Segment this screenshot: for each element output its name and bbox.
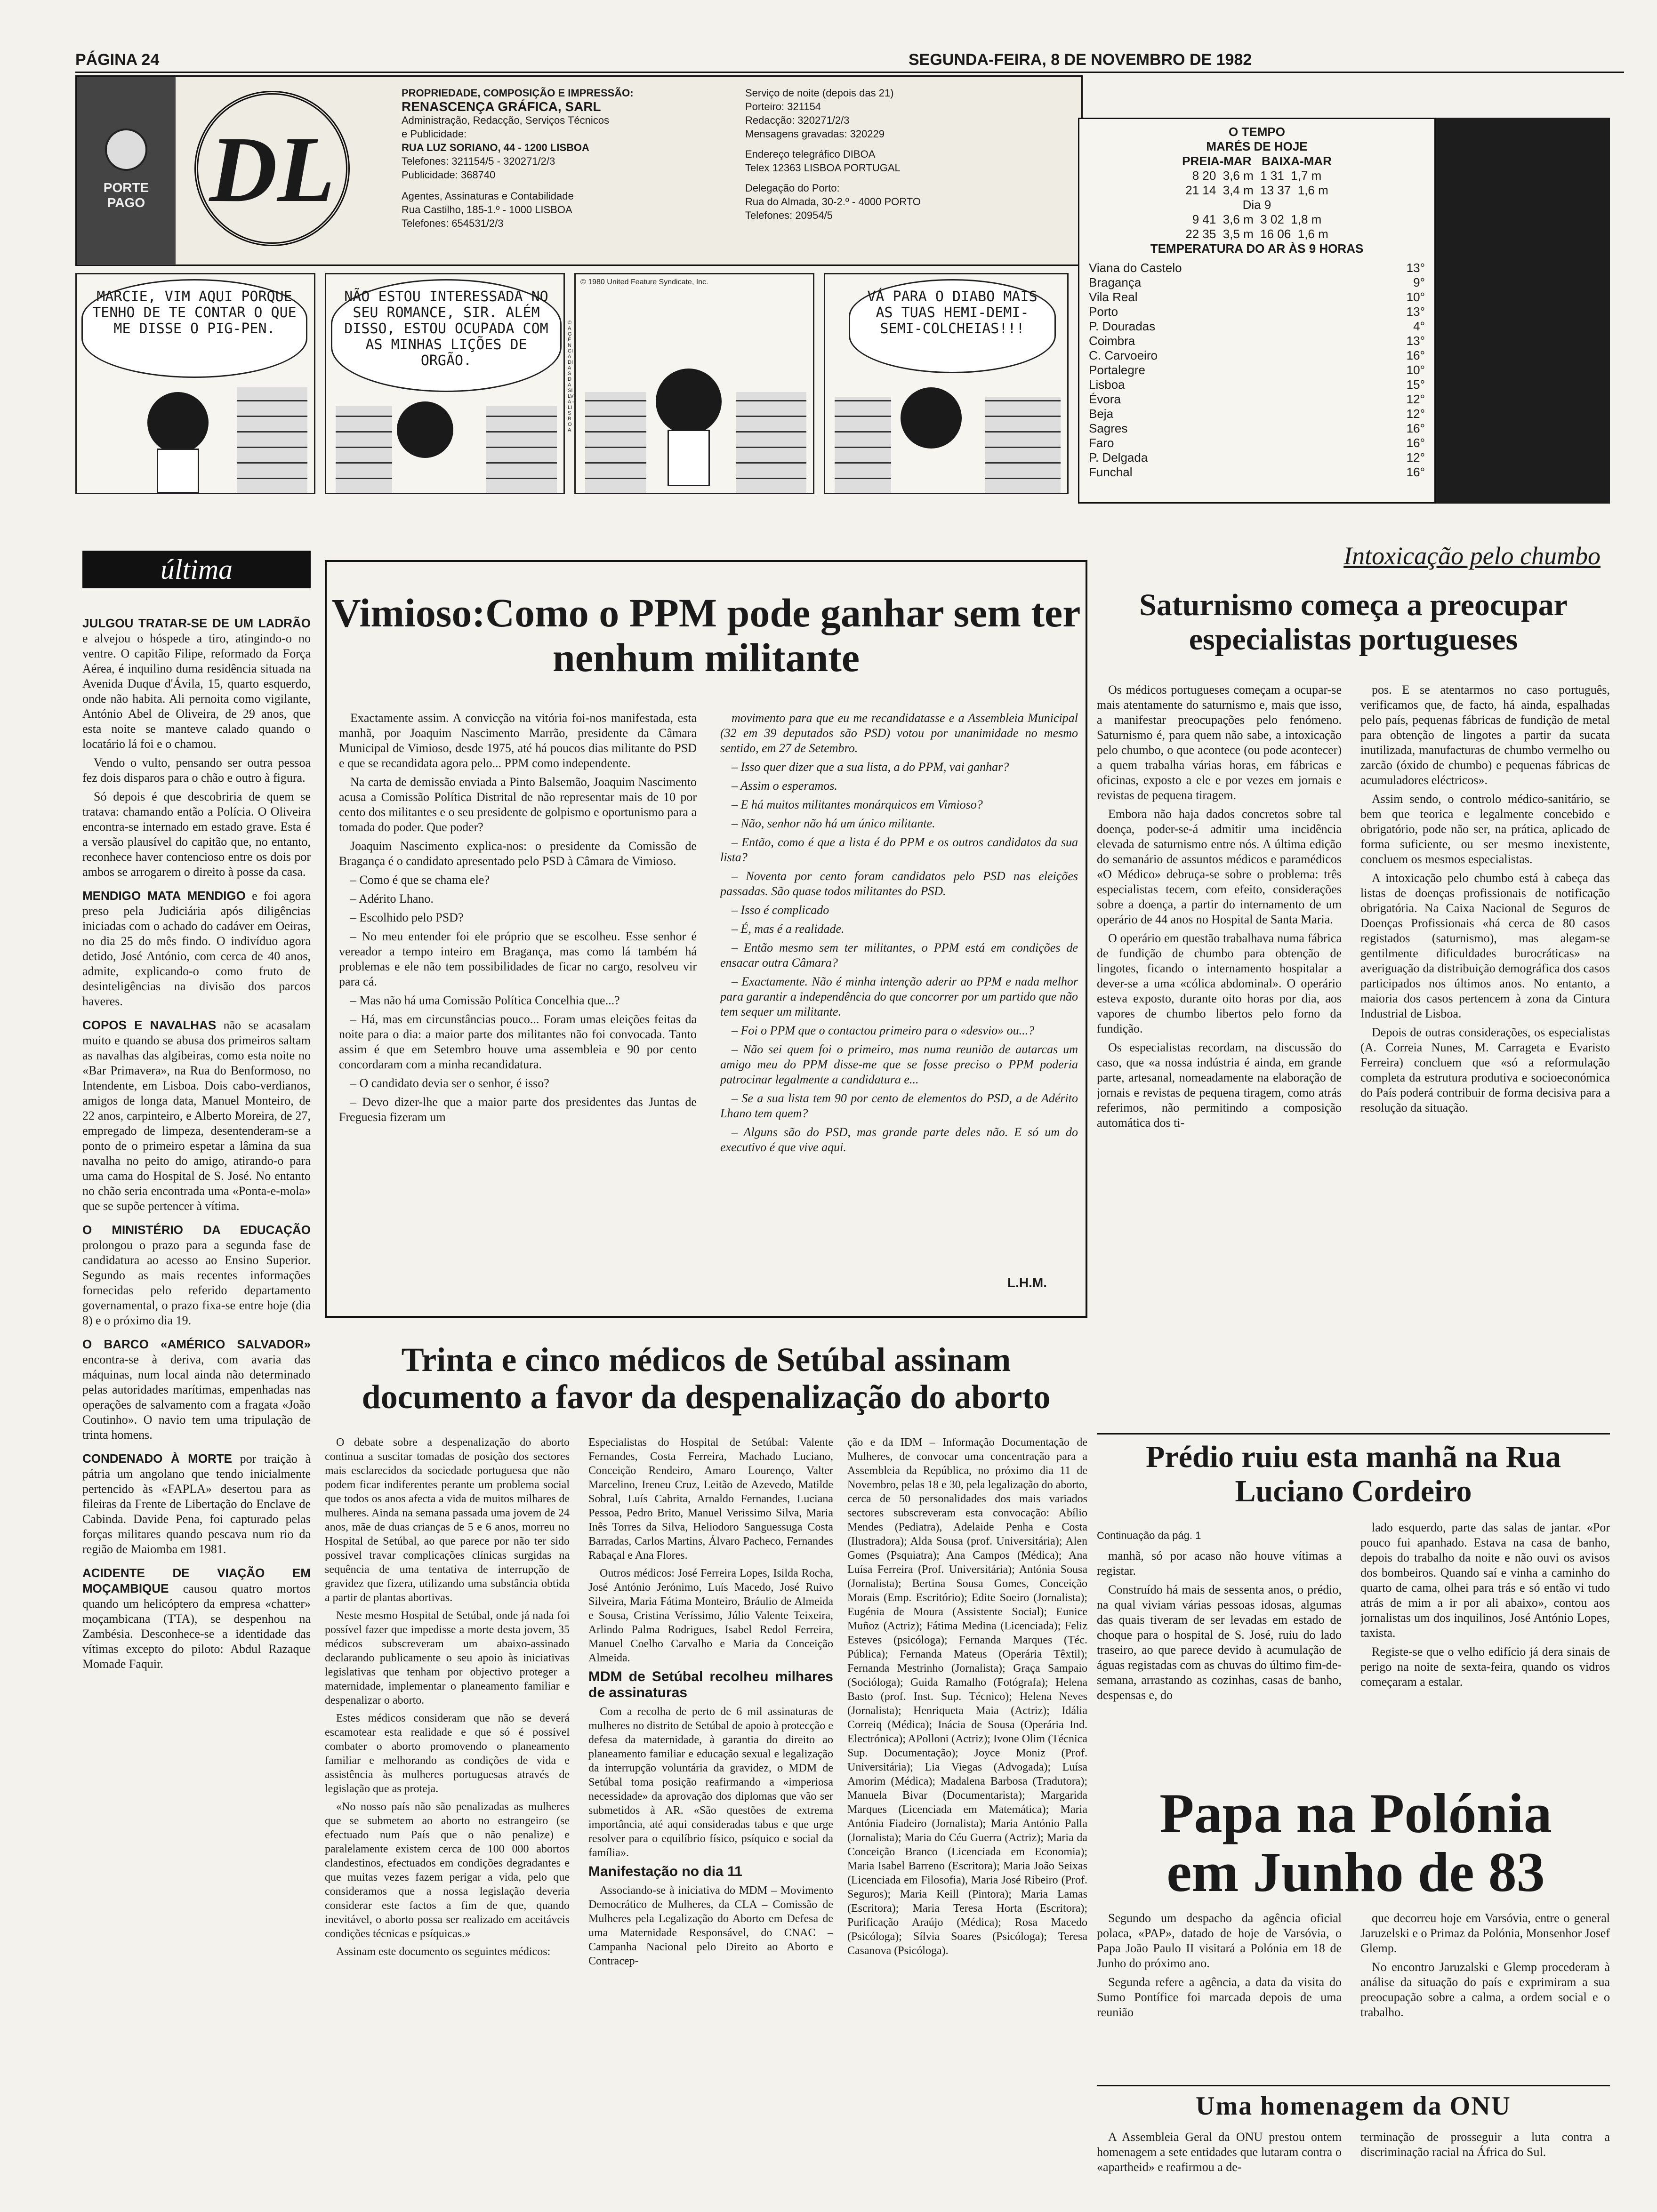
paragraph: – Assim o esperamos. — [732, 779, 837, 793]
city-temp-row — [1089, 436, 1425, 450]
city-name: Viana do Castelo — [1089, 261, 1182, 275]
papa-col-1 — [1097, 1911, 1342, 2085]
brief-text: por traição à pátria um angolano que tendo inicialmente pertencido às «FAPLA» desertou para as fileiras da Frente de Libertação do Enclave de Cabinda. Davide Pena, foi capturado pelas forças militares quando pescava num rio da região de Maiomba em 1981. — [82, 1452, 311, 1556]
onu-col-1 — [1097, 2130, 1342, 2196]
tide-row: 8 20 3,6 m 1 31 1,7 m — [1192, 168, 1322, 183]
brief-lead: ACIDENTE DE VIAÇÃO EM MOÇAMBIQUE — [82, 1566, 311, 1595]
tide-row: Dia 9 — [1242, 198, 1271, 212]
brief-text: e foi agora preso pela Judiciária após diligências iniciadas com o achado do cadáver em Oeiras, no dia 25 do mês findo. O indivíduo agora detido, José António, com cerca de 40 anos, admite, explicando-o como fruto de desinteligências na divisão dos parcos haveres. — [82, 889, 311, 1008]
city-temp: 16° — [1406, 421, 1425, 435]
city-temp-row — [1089, 334, 1425, 348]
brief-lead: MENDIGO MATA MENDIGO — [82, 889, 246, 903]
paragraph: Assim sendo, o controlo médico-sanitário, se bem que teorica e legalmente concebido e obrigatório, pode não ser, na prática, aplicado de forma suficiente, ou ser mesmo inexistente, concluem os mesmos especialistas. — [1360, 792, 1610, 866]
vimioso-title: Vimioso:Como o PPM pode ganhar sem ter nenhum militante — [331, 590, 1081, 680]
comic-copyright: © 1980 United Feature Syndicate, Inc. — [580, 278, 708, 286]
fence-icon — [736, 392, 806, 493]
news-brief — [82, 755, 311, 785]
svc-line: Endereço telegráfico DIBOA — [745, 148, 876, 160]
news-brief — [82, 1565, 311, 1672]
paragraph: que decorreu hoje em Varsóvia, entre o general Jaruzelski e o Primaz da Polónia, Monsenhor Josef Glemp. — [1360, 1911, 1610, 1955]
speech-bubble-2: NÃO ESTOU INTERESSADA NO SEU ROMANCE, SIR. ALÉM DISSO, ESTOU OCUPADA COM AS MINHAS LIÇÕES DE ORGÃO. — [331, 279, 562, 392]
news-brief — [82, 1337, 311, 1443]
paragraph: – Devo dizer-lhe que a maior parte dos presidentes das Juntas de Freguesia fizeram um — [339, 1095, 697, 1124]
paragraph: – Isso é complicado — [732, 903, 829, 917]
fence-icon — [985, 397, 1061, 493]
character-body-icon — [157, 449, 199, 493]
city-temp: 15° — [1406, 377, 1425, 392]
predio-title: Prédio ruiu esta manhã na Rua Luciano Cordeiro — [1146, 1440, 1561, 1508]
paragraph: lado esquerdo, parte das salas de jantar. «Por pouco fui apanhado. Estava na casa de banho, depois do trabalho da noite e não ouvi os avisos dos bombeiros. Quando saí e vinha a caminho do quarto de cama, olhei para trás e só então vi tudo atrás de mim a ir por ali abaixo», contou aos jornalistas um dos inquilinos, José António Lopes, taxista. — [1360, 1521, 1610, 1640]
svc-line: Delegação do Porto: — [745, 182, 840, 194]
city-list — [1089, 261, 1425, 480]
city-temp: 12° — [1406, 450, 1425, 465]
own-line: Administração, Redacção, Serviços Técnicos — [402, 114, 610, 126]
paragraph: – Como é que se chama ele? — [350, 873, 490, 887]
predio-col-1 — [1097, 1548, 1342, 1774]
city-temp: 9° — [1413, 275, 1425, 289]
manif-text: Associando-se à iniciativa do MDM – Movimento Democrático de Mulheres, da CLA – Comissão de Mulheres pela Legalização do Aborto em Defesa de uma Maternidade Responsável, do CNAC – Campanha Nacional pelo Direito ao Aborto e Contracep- — [588, 1884, 833, 1967]
city-name: Faro — [1089, 436, 1114, 450]
fence-icon — [237, 387, 307, 493]
own-line: Agentes, Assinaturas e Contabilidade — [402, 190, 574, 202]
character-body-icon — [668, 430, 710, 486]
weather-box — [1078, 118, 1436, 504]
paragraph: – Mas não há uma Comissão Política Concelhia que...? — [350, 994, 620, 1007]
city-name: Portalegre — [1089, 363, 1145, 377]
city-temp-row — [1089, 305, 1425, 319]
city-name: Porto — [1089, 305, 1118, 319]
mdm-title: MDM de Setúbal recolheu milhares de assinaturas — [588, 1669, 833, 1700]
city-temp-row — [1089, 450, 1425, 465]
saturnismo-col-2 — [1360, 682, 1610, 1426]
own-line: RUA LUZ SORIANO, 44 - 1200 LISBOA — [402, 142, 589, 153]
paragraph: Embora não haja dados concretos sobre tal doença, poder-se-á admitir uma incidência elevada de saturnismo entre nós. A última edição do semanário de assuntos médicos e paramédicos «O Médico» debruça-se sobre o problema: três especialistas tecem, com efeito, considerações sobre a doença, a partir do internamento de um operário de 44 anos no Hospital de Santa Maria. — [1097, 807, 1342, 926]
own-line: Telefones: 654531/2/3 — [402, 217, 504, 229]
brief-lead: CONDENADO À MORTE — [82, 1451, 232, 1466]
city-name: Vila Real — [1089, 290, 1138, 304]
page-number: PÁGINA 24 — [75, 51, 160, 69]
news-brief — [82, 1451, 311, 1557]
tide-row: 22 35 3,5 m 16 06 1,6 m — [1185, 227, 1328, 241]
logo: DL — [194, 91, 350, 246]
paragraph: O operário em questão trabalhava numa fábrica de fundição de chumbo para obtenção de lingotes, ficando o internamento hospitalar a dever-se a uma «cólica abdominal». O operário esteva exposto, durante oito horas por dia, aos vapores de chumbo libertos pelo forno da fundição. — [1097, 931, 1342, 1035]
svc-line: Telefones: 20954/5 — [745, 209, 833, 221]
svc-line: Porteiro: 321154 — [745, 101, 821, 112]
news-brief — [82, 888, 311, 1009]
tides-title: MARÉS DE HOJE — [1206, 139, 1308, 153]
paragraph: O debate sobre a despenalização do aborto continua a suscitar tomadas de posição dos sectores mais esclarecidos da sociedade portuguesa que não podem ficar indiferentes perante um problema social que todos os anos afecta a vida de muitos milhares de mulheres. Ainda na semana passada uma jovem de 24 anos, mãe de duas crianças de 5 e 6 anos, morreu no Hospital de Setúbal, ao que parece por não ter sido possível travar complicações clínicas surgidas na sequência de uma tentativa de interrupção de gravidez que fizera, utilizando uma substância obtida a partir de plantas abortivas. — [325, 1436, 570, 1604]
onu-rule — [1097, 2085, 1610, 2086]
character-icon — [147, 392, 209, 453]
vimioso-signature: L.H.M. — [1007, 1275, 1047, 1290]
city-temp-row — [1089, 348, 1425, 363]
paragraph: No encontro Jaruzalski e Glemp procederam à análise da situação do país e exprimiram a sua preocupação sobre a calma, a ordem social e o trabalho. — [1360, 1960, 1610, 2019]
weather-title: O TEMPO — [1229, 125, 1285, 139]
city-temp: 10° — [1406, 363, 1425, 377]
city-temp-row — [1089, 421, 1425, 436]
paragraph: – Isso quer dizer que a sua lista, a do PPM, vai ganhar? — [732, 760, 1009, 774]
papa-col-2 — [1360, 1911, 1610, 2085]
fence-icon — [336, 406, 392, 493]
city-name: Beja — [1089, 407, 1114, 421]
brief-lead: JULGOU TRATAR-SE DE UM LADRÃO — [82, 616, 311, 630]
paragraph: Os médicos portugueses começam a ocupar-se mais atentamente do saturnismo e, mais que isso, a manifestar preocupações pelo fenómeno. Saturnismo é, para quem não sabe, a intoxicação pelo chumbo, o que acontece (ou pode acontecer) a quem trabalha várias horas, em fábricas e oficinas, exposto a ele e por vezes em jornais e revistas de pequena tiragem. — [1097, 683, 1342, 802]
hospital-list: Especialistas do Hospital de Setúbal: Valente Fernandes, Costa Ferreira, Machado Luciano, Conceição Rendeiro, Amaro Lourenço, Valter Marcelino, Ireneu Cruz, Leitão de Azevedo, Matilde Sobral, Luís Cabrita, Arnaldo Fernandes, Luciana Pessoa, Pedro Brito, Manuel Verissimo Silva, Maria Inês Torres da Silva, Heliodoro Sanguessuga Costa Barradas, Carlos Martins, Álvaro Pacheco, Fernandes Rabaçal e Ana Flores. — [588, 1436, 833, 1562]
city-temp: 13° — [1406, 261, 1425, 275]
predio-col-2 — [1360, 1520, 1610, 1774]
paragraph: Neste mesmo Hospital de Setúbal, onde já nada foi possível fazer que impedisse a morte desta jovem, 35 médicos subscreveram um abaixo-assinado declarando publicamente o seu apoio às iniciativas legislativas que tenham por objectivo proteger a maternidade, implementar o planeamento familiar e despenalizar o aborto. — [325, 1610, 570, 1707]
brief-text: Vendo o vulto, pensando ser outra pessoa fez dois disparos para o chão e outro à figura. — [82, 756, 311, 785]
city-temp-row — [1089, 363, 1425, 377]
paragraph: Depois de outras considerações, os especialistas (A. Correia Nunes, M. Carrageta e Evaristo Ferreira) concluem que «só a reformulação completa da estrutura produtiva e socioeconómica do País poderá contribuir de forma decisiva para a resolução da situação. — [1360, 1026, 1610, 1114]
onu-title: Uma homenagem da ONU — [1196, 2092, 1511, 2121]
brief-text: Só depois é que descobriria de quem se tratava: chamando então a Polícia. O Oliveira encontra-se internado em estado grave. Esta é a versão plausível do capitão que, no entanto, reconhece haver contencioso entre os dois por ambos se arrogarem o direito à posse da casa. — [82, 790, 311, 879]
brief-text: não se acasalam muito e quando se abusa dos primeiros saltam as navalhas das algibeiras, como esta noite no «Bar Primavera», na Rua do Benformoso, no Intendente, em Lisboa. Dois cabo-verdianos, amigos de longa data, Manuel Monteiro, de 22 anos, carpinteiro, e Alberto Moreira, de 27, empregado de limpeza, desentenderam-se a ponto de o primeiro espetar a lâmina da sua navalha no peito do amigo, atirando-o para uma cama do Hospital de S. José. No entanto no chão seria encontrada uma «Ponta-e-mola» que se supõe pertencer à vítima. — [82, 1018, 311, 1213]
news-brief — [82, 789, 311, 880]
paragraph: Exactamente assim. A convicção na vitória foi-nos manifestada, esta manhã, por Joaquim Nascimento Marrão, presidente da Câmara Municipal de Vimioso, desde 1975, até há poucos dias militante do PSD e que se recandidata agora pelo... PPM como independente. — [339, 711, 697, 770]
paragraph: – Não sei quem foi o primeiro, mas numa reunião de autarcas um amigo meu do PPM disse-me que se fosse preciso o PPM poderia patrocinar legalmente a candidatura e... — [720, 1042, 1078, 1086]
comic-panel-3 — [574, 273, 814, 494]
own-line: Telefones: 321154/5 - 320271/2/3 — [402, 155, 555, 167]
svc-line: Redacção: 320271/2/3 — [745, 114, 850, 126]
signatories: ção e da IDM – Informação Documentação de Mulheres, de convocar uma concentração para a Assembleia da República, no próximo dia 11 de Novembro, pelas 18 e 30, pela legalização do aborto, cerca de 50 personalidades dos mais variados sectores subscreveram esta convocação: Abílio Mendes (Pediatra), Adelaide Penha e Costa (Ilustradora); Alda Sousa (prof. Universitária); Alen Gomes (Psquiatra); Ana Campos (Médica); Ana Luísa Ferreira (Prof. Universitária); Antónia Sousa (Jornalista); Bertina Sousa Gomes, Conceição Morais (Emp. Escritório); Edite Soeiro (Jornalista); Eugénia de Moura (Assistente Social); Eunice Muñoz (Actriz); Fátima Medina (Licenciada); Feliz Esteves (psicóloga); Fernanda Marques (Téc. Pública); Fernanda Mateus (Operária Têxtil); Fernanda Mestrinho (Jornalista); Graça Sampaio (Socióloga); Guida Ramalho (Fotógrafa); Helena Basto (prof. Inst. Sup. Técnico); Helena Neves (Jornalista); Henriqueta Maia (Actriz); Idália Correiq (Médica); Inácia de Sousa (Operária Ind. Electrónica); APolloni (Actriz); Ivone Olim (Técnica Sup. Documentação); Joyce Moniz (Prof. Universitária); Lia Viegas (Advogada); Luísa Amorim (Médica); Madalena Barbosa (Tradutora); Manuela Bivar (Documentarista); Margarida Marques (Licenciada em Matemática); Maria Antónia Fiadeiro (Jornalista); Maria António Palla (Jornalista); Maria do Céu Guerra (Actriz); Maria da Conceição Branco (Licenciada em Economia); Maria Isabel Barreno (Escritora); Maria João Seixas (Licenciada em Filosofia), Maria José Ribeiro (Prof. Seguros); Maria Keill (Pintora); Maria Lamas (Escritora); Maria Teresa Horta (Escritora); Purificação Araújo (Médica); Rosa Macedo (Psicóloga); Sílvia Soares (Psicóloga); Teresa Casanova (Psicóloga). — [847, 1436, 1087, 1957]
brief-text: causou quatro mortos quando um helicóptero da empresa «chatter» moçambicana (TTA), se despenhou na Zambésia. Desconhece-se a identidade das vítimas excepto do piloto: Abdul Razaque Momade Faquir. — [82, 1582, 311, 1671]
paragraph: Construído há mais de sessenta anos, o prédio, na qual viviam várias pessoas idosas, algumas das quais tiveram de ser levadas em estado de choque para o hospital de S. José, ruiu do lado traseiro, ao que parece devido à acumulação de águas registadas com as chuvas do último fim-de-semana, arrastando as cozinhas, casas de banho, despensas e, do — [1097, 1583, 1342, 1702]
paragraph: – Então mesmo sem ter militantes, o PPM está em condições de ensacar outra Câmara? — [720, 941, 1078, 970]
svc-line: Telex 12363 LISBOA PORTUGAL — [745, 162, 901, 174]
speech-bubble-4: VÁ PARA O DIABO MAIS AS TUAS HEMI-DEMI-SEMI-COLCHEIAS!!! — [849, 279, 1056, 373]
tides-cols: PREIA-MAR BAIXA-MAR — [1182, 154, 1332, 168]
manif-title: Manifestação no dia 11 — [588, 1864, 742, 1879]
paragraph: – Foi o PPM que o contactou primeiro para o «desvio» ou...? — [732, 1024, 1035, 1037]
page-date: SEGUNDA-FEIRA, 8 DE NOVEMBRO DE 1982 — [909, 51, 1252, 69]
header-rule — [75, 72, 1624, 73]
paragraph: – Exactamente. Não é minha intenção aderir ao PPM e nada melhor para garantir a independência do que concorrer por um partido que não tem sequer um militante. — [720, 975, 1078, 1018]
news-brief — [82, 616, 311, 752]
svc-line: Mensagens gravadas: 320229 — [745, 128, 885, 140]
crest-icon — [105, 128, 147, 171]
vimioso-col-1 — [339, 711, 697, 1299]
city-name: Bragança — [1089, 275, 1142, 289]
setubal-col-3 — [847, 1435, 1087, 2188]
paragraph: – Noventa por cento foram candidatos pelo PSD nas eleições passadas. São quase todos militantes do PSD. — [720, 869, 1078, 898]
brief-text: e alvejou o hóspede a tiro, atingindo-o no ventre. O capitão Filipe, reformado da Força Aérea, é inquilino duma residência situada na Avenida Duque d'Ávila, 15, quarto esquerdo, onde não habita. Ali pernoita como vigilante, António Abel de Oliveira, de 29 anos, que esta noite se manteve calado quando o locatário lá foi e o chamou. — [82, 632, 311, 751]
brief-text: prolongou o prazo para a segunda fase de candidatura ao acesso ao Ensino Superior. Segundo as mais recentes informações fornecidas pelo referido departamento governamental, o prazo fixa-se entre hoje (dia 8) e o próximo dia 19. — [82, 1238, 311, 1327]
paragraph: pos. E se atentarmos no caso português, verificamos que, de facto, há ainda, espalhadas pelo país, pequenas fábricas de fundição de metal para obtenção de lingotes a partir da sucata inutilizada, manufacturas de chumbo vermelho ou zarcão (óxido de chumbo) e pequenas fábricas de acumuladores eléctricos». — [1360, 683, 1610, 787]
city-name: Évora — [1089, 392, 1121, 406]
own-line: Publicidade: 368740 — [402, 169, 496, 181]
paragraph: Joaquim Nascimento explica-nos: o presidente da Comissão de Bragança é o candidato apresentado pelo PSD à Câmara de Vimioso. — [339, 839, 697, 868]
fence-icon — [835, 397, 891, 493]
paragraph: – No meu entender foi ele próprio que se escolheu. Esse senhor é vereador a tempo inteiro em Bragança, mas como lá também há problemas e ele não tem possibilidades de ficar no cargo, resolveu vir para cá. — [339, 930, 697, 988]
saturnismo-kicker: Intoxicação pelo chumbo — [1343, 542, 1601, 570]
city-temp-row — [1089, 261, 1425, 275]
paragraph: movimento para que eu me recandidatasse e a Assembleia Municipal (32 em 39 deputados são PSD) votou por unanimidade no mesmo sentido, em 27 de Setembro. — [720, 711, 1078, 755]
character-icon — [901, 387, 962, 449]
porte-pago-box — [77, 77, 176, 265]
predio-continued: Continuação da pág. 1 — [1097, 1530, 1201, 1541]
ultima-column — [82, 607, 311, 2179]
city-temp-row — [1089, 465, 1425, 480]
fence-icon — [585, 392, 646, 493]
city-name: C. Carvoeiro — [1089, 348, 1158, 362]
city-temp: 12° — [1406, 407, 1425, 421]
porte-pago: PORTE PAGO — [103, 180, 149, 210]
city-temp: 4° — [1413, 319, 1425, 333]
paragraph: – É, mas é a realidade. — [732, 922, 845, 936]
onu-text: terminação de prosseguir a luta contra a discriminação racial na África do Sul. — [1360, 2130, 1610, 2159]
saturnismo-title: Saturnismo começa a preocupar especialistas portugueses — [1139, 588, 1568, 657]
predio-rule — [1097, 1433, 1610, 1435]
city-temp: 13° — [1406, 305, 1425, 319]
city-temp-row — [1089, 392, 1425, 407]
weather-map — [1436, 118, 1610, 504]
onu-text: A Assembleia Geral da ONU prestou ontem homenagem a sete entidades que lutaram contra o «apartheid» e reafirmou a de- — [1097, 2130, 1342, 2174]
setubal-col-1 — [325, 1435, 570, 2188]
brief-text: encontra-se à deriva, com avaria das máquinas, num local ainda não determinado pelas autoridades marítimas, empenhadas nas operações de salvamento com a fragata «João Coutinho». O navio tem uma tripulação de trinta homens. — [82, 1353, 311, 1442]
comic-panel-4 — [824, 273, 1069, 494]
city-temp-row — [1089, 290, 1425, 305]
paragraph: – Não, senhor não há um único militante. — [732, 817, 935, 830]
paragraph: A intoxicação pelo chumbo está à cabeça das listas de doenças profissionais de notificação obrigatória. Na Caixa Nacional de Seguros de Doenças Profissionais «há cerca de 80 casos registados (saturnismo), mas alegam-se gentilmente dificuldades burocráticas» na averiguação da distribuição demográfica dos casos participados nos últimos anos. No entanto, a maioria dos casos pertencem à zona da Cintura Industrial de Lisboa. — [1360, 871, 1610, 1020]
agency-credit: © AGÊNCIA DIAS DA SILVA - LISBOA — [568, 320, 574, 433]
setubal-col-2 — [588, 1435, 833, 2188]
city-temp: 12° — [1406, 392, 1425, 406]
paragraph: Os especialistas recordam, na discussão do caso, que «a nossa indústria é ainda, em grande parte, artesanal, nomeadamente na elaboração de jornais e revistas de pequena tiragem, como atrás referimos, não permitindo a composição automática dos ti- — [1097, 1041, 1342, 1130]
paragraph: Na carta de demissão enviada a Pinto Balsemão, Joaquim Nascimento acusa a Comissão Política Distrital de não representar mais de 10 por cento dos militantes e o seu presidente de golpismo e oportunismo para a tomada do poder. Que poder? — [339, 775, 697, 834]
own-line: RENASCENÇA GRÁFICA, SARL — [402, 99, 601, 114]
own-line: PROPRIEDADE, COMPOSIÇÃO E IMPRESSÃO: — [402, 87, 634, 99]
city-temp: 16° — [1406, 348, 1425, 362]
tide-row: 21 14 3,4 m 13 37 1,6 m — [1185, 183, 1328, 197]
comic-panel-2 — [325, 273, 565, 494]
ownership-info — [402, 86, 703, 230]
temp-title: TEMPERATURA DO AR ÀS 9 HORAS — [1150, 241, 1364, 256]
papa-title: Papa na Polónia em Junho de 83 — [1159, 1782, 1552, 1903]
paragraph: «No nosso país não são penalizadas as mulheres que se submetem ao aborto no estrangeiro (se efectuado num País que o não penalize) e paralelamente existem cerca de 100 000 abortos clandestinos, efectuados em condições degradantes e que muitas vezes fazem perigar a vida, pelo que consideramos que a nossa legislação deveria considerar este factos a fim de que, quando inevitável, o aborto possa ser realizado em aceitáveis condições técnicas e psíquicas.» — [325, 1801, 570, 1940]
paragraph: Registe-se que o velho edifício já dera sinais de perigo na noite de sexta-feira, quando os vidros começaram a estalar. — [1360, 1645, 1610, 1689]
paragraph: – Então, como é que a lista é do PPM e os outros candidatos da sua lista? — [720, 835, 1078, 864]
paragraph: – Alguns são do PSD, mas grande parte deles não. E só um do executivo é que vive aqui. — [720, 1125, 1078, 1154]
vimioso-col-2 — [720, 711, 1078, 1261]
city-temp: 16° — [1406, 436, 1425, 450]
brief-lead: COPOS E NAVALHAS — [82, 1018, 217, 1032]
city-temp-row — [1089, 319, 1425, 334]
paragraph: Estes médicos consideram que não se deverá escamotear esta realidade e que só é possível combater o aborto promovendo o planeamento familiar e melhorando as condições de vida e assistência às mulheres portuguesas através de legislação que as proteja. — [325, 1712, 570, 1795]
news-brief — [82, 1018, 311, 1214]
city-temp-row — [1089, 275, 1425, 290]
paragraph: – Se a sua lista tem 90 por cento de elementos do PSD, a de Adérito Lhano tem quem? — [720, 1091, 1078, 1120]
setubal-title: Trinta e cinco médicos de Setúbal assinam documento a favor da despenalização do aborto — [362, 1341, 1051, 1416]
city-temp: 13° — [1406, 334, 1425, 348]
own-line: e Publicidade: — [402, 128, 467, 140]
tide-row: 9 41 3,6 m 3 02 1,8 m — [1192, 212, 1322, 226]
paragraph: – Há, mas em circunstâncias pouco... Foram umas eleições feitas da noite para o dia: a maior parte dos militantes não foi convocada. Tanto assim é que em Setembro houve uma assembleia e 90 por cento concordaram com a minha recandidatura. — [339, 1012, 697, 1071]
city-name: Lisboa — [1089, 377, 1125, 392]
svc-line: Serviço de noite (depois das 21) — [745, 87, 894, 99]
character-icon — [656, 369, 722, 434]
paragraph: – O candidato devia ser o senhor, é isso? — [350, 1076, 549, 1090]
city-temp-row — [1089, 407, 1425, 421]
paragraph: – Adérito Lhano. — [350, 892, 434, 906]
paragraph: Assinam este documento os seguintes médicos: — [336, 1946, 551, 1958]
city-temp: 16° — [1406, 465, 1425, 479]
city-temp: 10° — [1406, 290, 1425, 304]
comic-strip — [75, 273, 1073, 499]
comic-panel-1 — [75, 273, 315, 494]
paragraph: manhã, só por acaso não houve vítimas a registar. — [1097, 1549, 1342, 1578]
brief-lead: O MINISTÉRIO DA EDUCAÇÃO — [82, 1223, 311, 1237]
city-name: P. Delgada — [1089, 450, 1148, 465]
city-name: P. Douradas — [1089, 319, 1156, 333]
svc-line: Rua do Almada, 30-2.º - 4000 PORTO — [745, 196, 921, 208]
brief-lead: O BARCO «AMÉRICO SALVADOR» — [82, 1337, 311, 1351]
paragraph: Segunda refere a agência, a data da visita do Sumo Pontífice foi marcada depois de uma reunião — [1097, 1975, 1342, 2019]
ultima-banner: última — [82, 551, 311, 588]
onu-col-2 — [1360, 2130, 1610, 2196]
character-icon — [397, 401, 453, 458]
services-info — [745, 86, 1075, 222]
saturnismo-col-1 — [1097, 682, 1342, 1426]
masthead — [75, 75, 1083, 266]
city-name: Funchal — [1089, 465, 1133, 479]
paragraph: Segundo um despacho da agência oficial polaca, «PAP», datado de hoje de Varsóvia, o Papa João Paulo II visitará a Polónia em 18 de Junho do próximo ano. — [1097, 1911, 1342, 1970]
other-list: Outros médicos: José Ferreira Lopes, Isilda Rocha, José António Jerónimo, Luís Macedo, José Ruivo Silveira, Maria Fátima Monteiro, Bráulio de Almeida e Sousa, Cristina Veríssimo, Júlio Valente Teixeira, Arlindo Palma Rodrigues, Isabel Redol Ferreira, Manuel Coelho Carvalho e Maria da Conceição Almeida. — [588, 1567, 833, 1664]
paragraph: – Escolhido pelo PSD? — [350, 911, 464, 924]
city-name: Coimbra — [1089, 334, 1135, 348]
news-brief — [82, 1222, 311, 1328]
fence-icon — [486, 406, 557, 493]
own-line: Rua Castilho, 185-1.º - 1000 LISBOA — [402, 204, 572, 216]
mdm-text: Com a recolha de perto de 6 mil assinaturas de mulheres no distrito de Setúbal de apoio à protecção e defesa da maternidade, à garantia do direito ao planeamento familiar e educação sexual e legalização da interrupção voluntária da gravidez, o MDM de Setúbal toma posição reafirmando a «imperiosa necessidade» da aprovação dos diplomas que vão ser submetidos à AR. «São questões de extrema importância, até aqui consideradas tabus e que urge resolver para o equilíbrio físico, psíquico e social da família». — [588, 1706, 833, 1859]
paragraph: – E há muitos militantes monárquicos em Vimioso? — [732, 798, 983, 811]
speech-bubble-1: MARCIE, VIM AQUI PORQUE TENHO DE TE CONTAR O QUE ME DISSE O PIG-PEN. — [81, 279, 307, 378]
city-name: Sagres — [1089, 421, 1128, 435]
city-temp-row — [1089, 377, 1425, 392]
